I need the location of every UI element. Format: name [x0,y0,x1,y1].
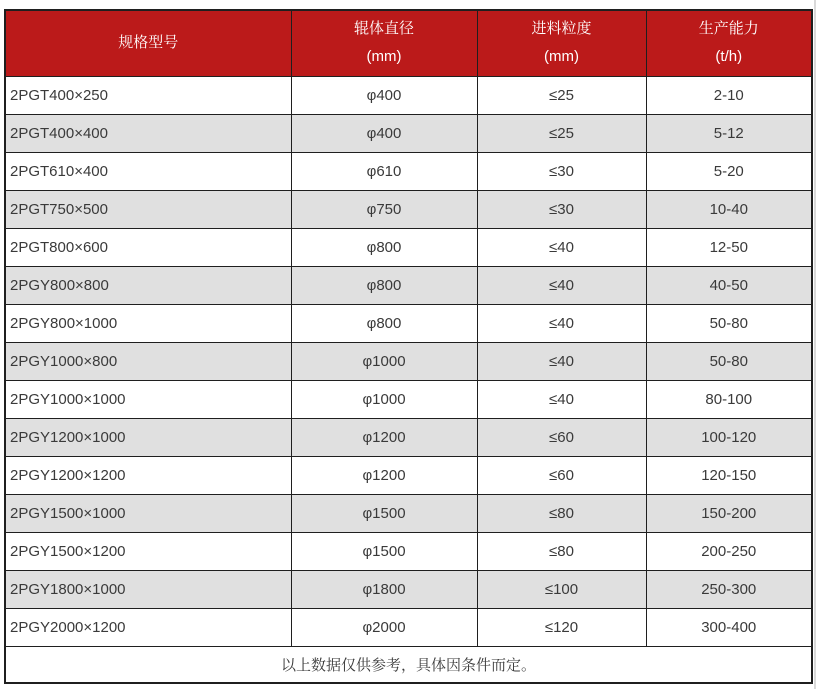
table-cell-diameter: φ1500 [291,494,477,532]
table-row [5,342,812,380]
table-cell-diameter: φ1000 [291,342,477,380]
table-cell-capacity: 50-80 [646,342,812,380]
table-cell-model: 2PGT400×250 [5,76,291,114]
table-cell-diameter: φ1000 [291,380,477,418]
table-cell-feed-size: ≤60 [477,456,646,494]
table-cell-model: 2PGT610×400 [5,152,291,190]
table-header-row [5,10,812,76]
table-cell-diameter: φ750 [291,190,477,228]
header-unit: (mm) [366,47,402,65]
header-cell-roller-diameter [291,10,477,76]
table-row [5,304,812,342]
table-cell-model: 2PGY1200×1200 [5,456,291,494]
table-cell-capacity: 5-20 [646,152,812,190]
header-cell-capacity [646,10,812,76]
table-row [5,608,812,646]
footer-note: 以上数据仅供参考，具体因条件而定。 [5,646,812,683]
table-cell-model: 2PGY1800×1000 [5,570,291,608]
table-cell-feed-size: ≤40 [477,342,646,380]
header-unit: (t/h) [715,47,743,65]
table-cell-feed-size: ≤120 [477,608,646,646]
table-row [5,532,812,570]
table-cell-diameter: φ1200 [291,418,477,456]
table-cell-diameter: φ800 [291,304,477,342]
table-cell-capacity: 5-12 [646,114,812,152]
table-row [5,190,812,228]
table-cell-capacity: 250-300 [646,570,812,608]
header-label: 进料粒度 [531,20,592,38]
table-cell-model: 2PGY800×1000 [5,304,291,342]
header-label: 规格型号 [118,34,179,51]
table-cell-model: 2PGT400×400 [5,114,291,152]
table-cell-feed-size: ≤40 [477,304,646,342]
table-cell-model: 2PGY800×800 [5,266,291,304]
table-cell-feed-size: ≤40 [477,228,646,266]
spec-table [4,9,813,684]
table-cell-diameter: φ400 [291,114,477,152]
table-cell-capacity: 12-50 [646,228,812,266]
table-cell-feed-size: ≤25 [477,76,646,114]
table-row [5,570,812,608]
table-row [5,494,812,532]
table-cell-capacity: 200-250 [646,532,812,570]
table-row [5,228,812,266]
table-cell-model: 2PGY1000×1000 [5,380,291,418]
table-cell-model: 2PGY1200×1000 [5,418,291,456]
table-row [5,76,812,114]
table-cell-capacity: 120-150 [646,456,812,494]
table-cell-diameter: φ1800 [291,570,477,608]
table-row [5,380,812,418]
table-cell-feed-size: ≤25 [477,114,646,152]
table-cell-capacity: 2-10 [646,76,812,114]
table-cell-feed-size: ≤80 [477,532,646,570]
table-row [5,456,812,494]
table-row [5,152,812,190]
header-cell-model [5,10,291,76]
table-cell-capacity: 50-80 [646,304,812,342]
header-label: 生产能力 [698,20,759,38]
table-cell-capacity: 80-100 [646,380,812,418]
table-cell-capacity: 300-400 [646,608,812,646]
table-footer-row [5,646,812,683]
table-cell-feed-size: ≤80 [477,494,646,532]
table-cell-model: 2PGY1500×1200 [5,532,291,570]
table-row [5,266,812,304]
table-cell-capacity: 100-120 [646,418,812,456]
table-cell-capacity: 40-50 [646,266,812,304]
table-cell-diameter: φ800 [291,266,477,304]
table-cell-model: 2PGT800×600 [5,228,291,266]
table-cell-feed-size: ≤60 [477,418,646,456]
table-cell-diameter: φ2000 [291,608,477,646]
table-cell-feed-size: ≤30 [477,152,646,190]
table-cell-feed-size: ≤40 [477,266,646,304]
table-cell-diameter: φ610 [291,152,477,190]
header-label: 辊体直径 [353,20,414,38]
table-cell-model: 2PGY1500×1000 [5,494,291,532]
table-cell-capacity: 10-40 [646,190,812,228]
table-cell-diameter: φ800 [291,228,477,266]
table-row [5,418,812,456]
table-cell-model: 2PGT750×500 [5,190,291,228]
table-cell-diameter: φ400 [291,76,477,114]
table-cell-capacity: 150-200 [646,494,812,532]
table-cell-diameter: φ1500 [291,532,477,570]
table-cell-model: 2PGY2000×1200 [5,608,291,646]
header-unit: (mm) [544,47,579,65]
table-cell-diameter: φ1200 [291,456,477,494]
table-cell-feed-size: ≤100 [477,570,646,608]
table-cell-feed-size: ≤30 [477,190,646,228]
header-cell-feed-size [477,10,646,76]
table-cell-feed-size: ≤40 [477,380,646,418]
table-cell-model: 2PGY1000×800 [5,342,291,380]
table-row [5,114,812,152]
